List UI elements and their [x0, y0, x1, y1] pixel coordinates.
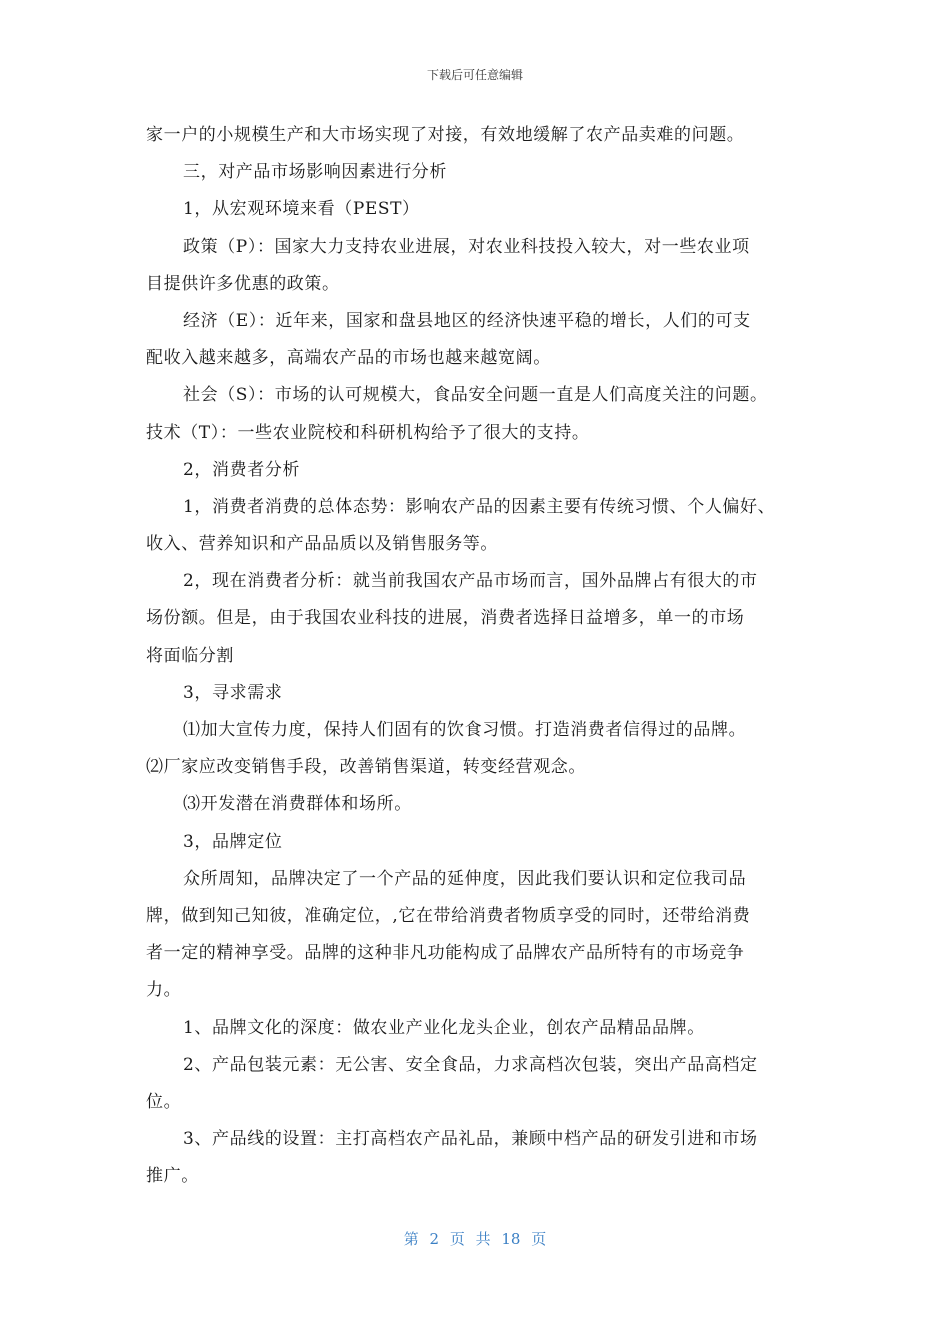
text-line: 社会（S）：市场的认可规模大，食品安全问题一直是人们高度关注的问题。 — [183, 385, 768, 406]
text-line: 政策（P）：国家大力支持农业进展，对农业科技投入较大，对一些农业项 — [183, 236, 750, 257]
page-header: 下载后可任意编辑 — [426, 68, 523, 82]
text-line: 1，消费者消费的总体态势：影响农产品的因素主要有传统习惯、个人偏好、 — [183, 496, 776, 517]
subsection-heading: 1，从宏观环境来看（PEST） — [183, 199, 420, 220]
text-line: ⑵厂家应改变销售手段，改善销售渠道，转变经营观念。 — [146, 757, 586, 778]
subsection-heading: 2，消费者分析 — [183, 459, 301, 480]
text-line: 配收入越来越多，高端农产品的市场也越来越宽阔。 — [146, 348, 551, 369]
subsection-heading: 3，品牌定位 — [183, 831, 283, 852]
text-line: 目提供许多优惠的政策。 — [146, 273, 340, 294]
text-line: 位。 — [146, 1091, 182, 1112]
text-line: ⑶开发潜在消费群体和场所。 — [183, 794, 412, 815]
text-line: 推广。 — [146, 1166, 199, 1187]
document-body — [146, 117, 826, 1195]
text-line: 3、产品线的设置：主打高档农产品礼品，兼顾中档产品的研发引进和市场 — [183, 1129, 758, 1150]
text-line: 将面临分割 — [146, 645, 234, 666]
text-line: 经济（E）：近年来，国家和盘县地区的经济快速平稳的增长，人们的可支 — [183, 310, 751, 331]
subsection-heading: 3，寻求需求 — [183, 682, 283, 703]
section-heading: 三，对产品市场影响因素进行分析 — [183, 162, 447, 183]
text-line: ⑴加大宣传力度，保持人们固有的饮食习惯。打造消费者信得过的品牌。 — [183, 720, 747, 740]
page-footer: 第 2 页 共 18 页 — [403, 1230, 547, 1248]
text-line: 众所周知，品牌决定了一个产品的延伸度，因此我们要认识和定位我司品 — [183, 868, 747, 889]
text-line: 1、品牌文化的深度：做农业产业化龙头企业，创农产品精品品牌。 — [183, 1017, 705, 1038]
text-line: 家一户的小规模生产和大市场实现了对接，有效地缓解了农产品卖难的问题。 — [146, 125, 745, 145]
text-line: 牌，做到知己知彼，准确定位，,它在带给消费者物质享受的同时，还带给消费 — [146, 905, 751, 926]
text-line: 力。 — [146, 980, 182, 1001]
text-line: 场份额。但是，由于我国农业科技的进展，消费者选择日益增多，单一的市场 — [146, 608, 745, 629]
text-line: 技术（T）：一些农业院校和科研机构给予了很大的支持。 — [146, 422, 590, 443]
text-line: 2，现在消费者分析：就当前我国农产品市场而言，国外品牌占有很大的市 — [183, 571, 758, 592]
text-line: 者一定的精神享受。品牌的这种非凡功能构成了品牌农产品所特有的市场竞争 — [146, 943, 745, 964]
text-line: 收入、营养知识和产品品质以及销售服务等。 — [146, 534, 498, 555]
text-line: 2、产品包装元素：无公害、安全食品，力求高档次包装，突出产品高档定 — [183, 1054, 758, 1075]
